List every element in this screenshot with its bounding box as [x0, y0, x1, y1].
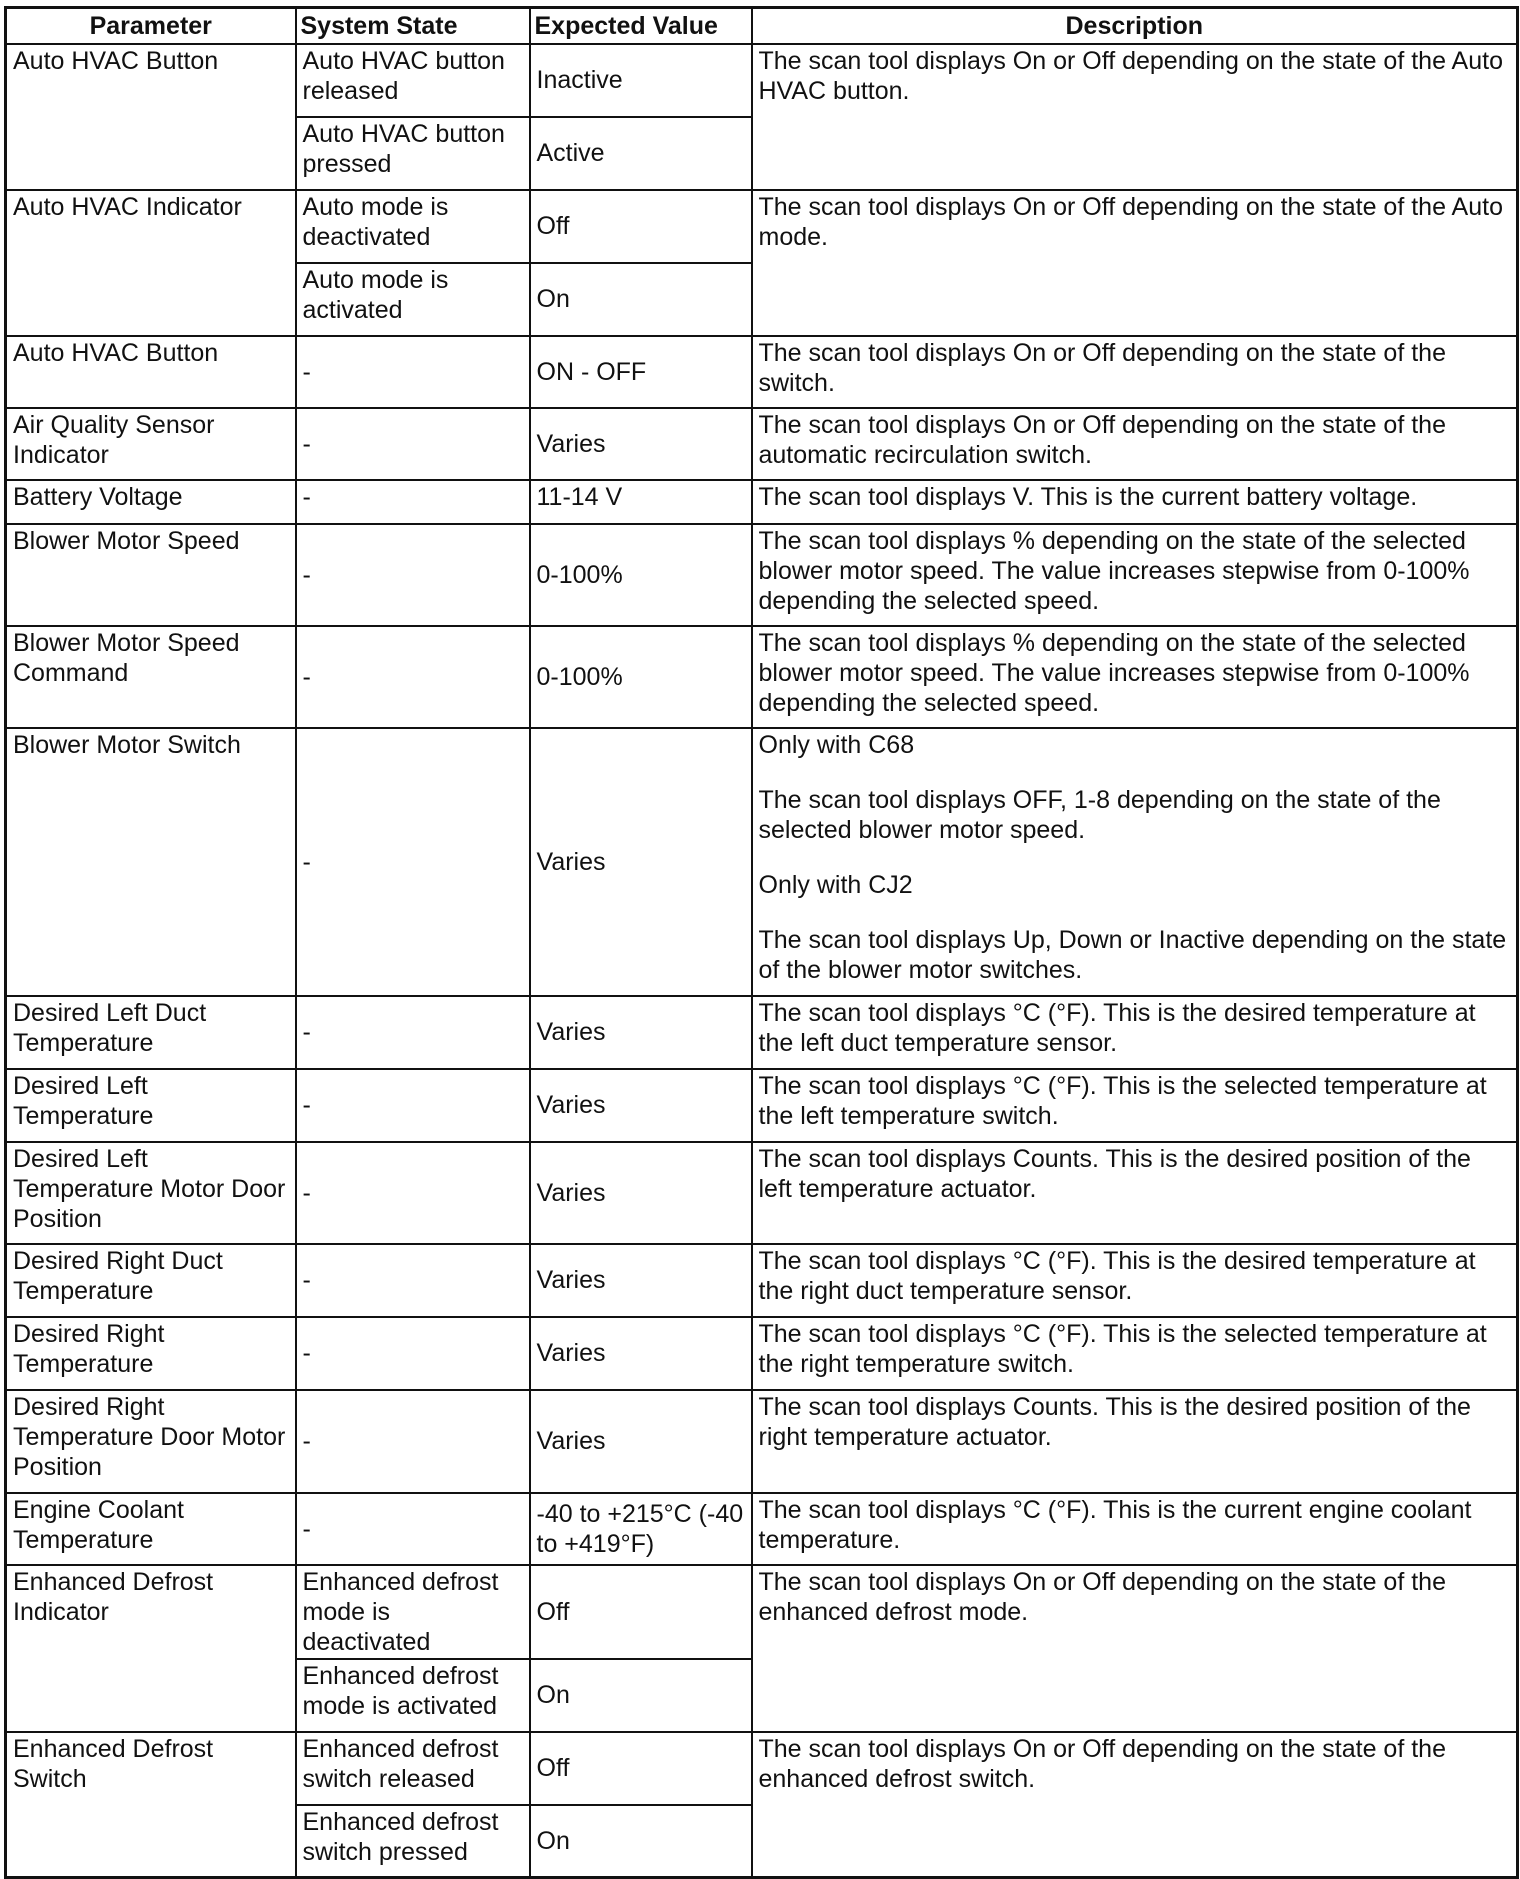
table-row — [6, 1317, 1518, 1390]
parameter-cell: Desired Left Temperature — [6, 1069, 296, 1142]
expected-value-cell: ON - OFF — [530, 336, 752, 408]
system-state-cell: Enhanced defrost mode is deactivated — [296, 1565, 530, 1659]
parameter-cell: Desired Right Temperature Door Motor Position — [6, 1390, 296, 1493]
description-cell — [752, 728, 1518, 996]
system-state-cell: Enhanced defrost switch pressed — [296, 1805, 530, 1878]
parameter-cell: Blower Motor Speed — [6, 524, 296, 626]
expected-value-cell: Varies — [530, 1390, 752, 1493]
table-row — [6, 190, 1518, 263]
parameter-cell: Auto HVAC Button — [6, 336, 296, 408]
description-paragraph: Only with C68 — [758, 730, 915, 759]
table-row — [6, 626, 1518, 728]
system-state-cell: - — [296, 1390, 530, 1493]
header-row — [6, 8, 1518, 44]
header-expected-value: Expected Value — [530, 8, 752, 44]
parameter-cell: Desired Left Temperature Motor Door Position — [6, 1142, 296, 1244]
description-cell: The scan tool displays On or Off depending on the state of the enhanced defrost switch. — [752, 1732, 1518, 1878]
header-system-state: System State — [296, 8, 530, 44]
table-row — [6, 1565, 1518, 1659]
table-row — [6, 1390, 1518, 1493]
system-state-cell: Auto HVAC button released — [296, 44, 530, 117]
parameter-cell: Blower Motor Switch — [6, 728, 296, 996]
system-state-cell: - — [296, 336, 530, 408]
description-cell: The scan tool displays °C (°F). This is the desired temperature at the left duct temperature sensor. — [752, 996, 1518, 1069]
header-description: Description — [752, 8, 1518, 44]
description-cell: The scan tool displays °C (°F). This is the current engine coolant temperature. — [752, 1493, 1518, 1565]
table-row — [6, 1244, 1518, 1317]
expected-value-cell: Varies — [530, 1244, 752, 1317]
table-row — [6, 1142, 1518, 1244]
table-row — [6, 996, 1518, 1069]
expected-value-cell: On — [530, 263, 752, 336]
system-state-cell: - — [296, 728, 530, 996]
description-cell: The scan tool displays On or Off depending on the state of the Auto mode. — [752, 190, 1518, 336]
table-row — [6, 480, 1518, 524]
parameter-cell: Auto HVAC Button — [6, 44, 296, 190]
header-parameter: Parameter — [6, 8, 296, 44]
description-cell: The scan tool displays On or Off depending on the state of the Auto HVAC button. — [752, 44, 1518, 190]
description-cell: The scan tool displays On or Off depending on the state of the automatic recirculation switch. — [752, 408, 1518, 480]
description-cell: The scan tool displays Counts. This is the desired position of the right temperature actuator. — [752, 1390, 1518, 1493]
parameter-cell: Desired Left Duct Temperature — [6, 996, 296, 1069]
expected-value-cell: Varies — [530, 728, 752, 996]
system-state-cell: - — [296, 626, 530, 728]
expected-value-cell: Off — [530, 1565, 752, 1659]
system-state-cell: Auto mode is deactivated — [296, 190, 530, 263]
table-row — [6, 44, 1518, 117]
expected-value-cell: On — [530, 1805, 752, 1878]
system-state-cell: Enhanced defrost mode is activated — [296, 1659, 530, 1732]
parameter-cell: Enhanced Defrost Switch — [6, 1732, 296, 1878]
expected-value-cell: Off — [530, 1732, 752, 1805]
system-state-cell: - — [296, 1069, 530, 1142]
system-state-cell: - — [296, 1142, 530, 1244]
system-state-cell: - — [296, 1317, 530, 1390]
parameter-cell: Auto HVAC Indicator — [6, 190, 296, 336]
expected-value-cell: Varies — [530, 1317, 752, 1390]
parameter-cell: Blower Motor Speed Command — [6, 626, 296, 728]
parameter-table-container — [4, 6, 1516, 1866]
system-state-cell: Auto HVAC button pressed — [296, 117, 530, 190]
expected-value-cell: Off — [530, 190, 752, 263]
expected-value-cell: 0-100% — [530, 524, 752, 626]
description-cell: The scan tool displays % depending on the state of the selected blower motor speed. The value increases stepwise from 0-100% depending the selected speed. — [752, 524, 1518, 626]
table-row — [6, 1069, 1518, 1142]
table-row — [6, 728, 1518, 996]
expected-value-cell: Active — [530, 117, 752, 190]
parameter-cell: Engine Coolant Temperature — [6, 1493, 296, 1565]
description-cell: The scan tool displays % depending on the state of the selected blower motor speed. The value increases stepwise from 0-100% depending the selected speed. — [752, 626, 1518, 728]
table-row — [6, 524, 1518, 626]
description-paragraph: Only with CJ2 — [758, 870, 913, 899]
expected-value-cell: Inactive — [530, 44, 752, 117]
description-cell: The scan tool displays Counts. This is the desired position of the left temperature actuator. — [752, 1142, 1518, 1244]
expected-value-cell: Varies — [530, 1069, 752, 1142]
expected-value-cell: Varies — [530, 1142, 752, 1244]
system-state-cell: Enhanced defrost switch released — [296, 1732, 530, 1805]
expected-value-cell: Varies — [530, 996, 752, 1069]
parameter-cell: Desired Right Duct Temperature — [6, 1244, 296, 1317]
expected-value-cell: 0-100% — [530, 626, 752, 728]
parameter-table — [4, 6, 1519, 1879]
description-cell: The scan tool displays On or Off depending on the state of the switch. — [752, 336, 1518, 408]
description-paragraph: The scan tool displays OFF, 1-8 depending on the state of the selected blower motor speed. — [758, 785, 1441, 844]
description-cell: The scan tool displays V. This is the current battery voltage. — [752, 480, 1518, 524]
parameter-cell: Air Quality Sensor Indicator — [6, 408, 296, 480]
system-state-cell: - — [296, 996, 530, 1069]
system-state-cell: - — [296, 1493, 530, 1565]
table-row — [6, 336, 1518, 408]
table-row — [6, 1732, 1518, 1805]
system-state-cell: - — [296, 480, 530, 524]
system-state-cell: - — [296, 1244, 530, 1317]
table-row — [6, 1493, 1518, 1565]
description-cell: The scan tool displays °C (°F). This is the selected temperature at the left temperature switch. — [752, 1069, 1518, 1142]
expected-value-cell: 11-14 V — [530, 480, 752, 524]
parameter-cell: Desired Right Temperature — [6, 1317, 296, 1390]
description-cell: The scan tool displays On or Off depending on the state of the enhanced defrost mode. — [752, 1565, 1518, 1732]
expected-value-cell: On — [530, 1659, 752, 1732]
expected-value-cell: -40 to +215°C (-40 to +419°F) — [530, 1493, 752, 1565]
expected-value-cell: Varies — [530, 408, 752, 480]
description-cell: The scan tool displays °C (°F). This is the desired temperature at the right duct temperature sensor. — [752, 1244, 1518, 1317]
description-cell: The scan tool displays °C (°F). This is the selected temperature at the right temperature switch. — [752, 1317, 1518, 1390]
system-state-cell: - — [296, 408, 530, 480]
system-state-cell: - — [296, 524, 530, 626]
parameter-cell: Enhanced Defrost Indicator — [6, 1565, 296, 1732]
table-row — [6, 408, 1518, 480]
parameter-cell: Battery Voltage — [6, 480, 296, 524]
system-state-cell: Auto mode is activated — [296, 263, 530, 336]
description-paragraph: The scan tool displays Up, Down or Inactive depending on the state of the blower motor switches. — [758, 925, 1507, 984]
